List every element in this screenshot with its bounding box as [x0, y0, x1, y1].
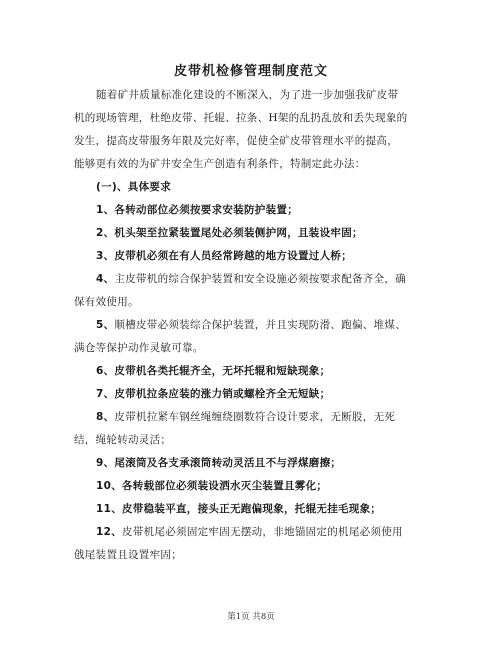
- item-11: 11、皮带稳装平直，接头正无跑偏现象，托辊无挂毛现象；: [96, 503, 382, 515]
- item-6: 6、皮带机各类托辊齐全，无坏托辊和短缺现象；: [96, 365, 331, 377]
- item-4-text: 主皮带机的综合保护装置和安全设施必须按要求配备齐全，确: [114, 273, 407, 285]
- section-heading: (一)、具体要求: [96, 181, 171, 193]
- item-12-number: 12、: [96, 526, 123, 538]
- item-10: 10、各转载部位必须装设洒水灭尘装置且雾化；: [96, 480, 328, 492]
- item-3: 3、皮带机必须在有人员经常跨越的地方设置过人桥；: [96, 250, 353, 262]
- page-footer: 第1页 共8页: [227, 612, 275, 622]
- document-title: 皮带机检修管理制度范文: [173, 64, 328, 79]
- intro-line-4: 能够更有效的为矿井安全生产创造有利条件，特制定此办法：: [74, 158, 366, 170]
- item-8-line-1: [96, 406, 436, 429]
- intro-line-2: 机的现场管理，杜绝皮带、托辊、拉条、H架的乱扔乱放和丢失现象的: [74, 112, 408, 124]
- item-8-text: 皮带机拉紧车钢丝绳缠绕圈数符合设计要求，无断股，无死: [114, 411, 396, 423]
- item-5-text: 顺槽皮带必须装综合保护装置，并且实现防滑、跑偏、堆煤、: [114, 319, 407, 331]
- item-5-number: 5、: [96, 319, 115, 331]
- item-12-text: 皮带机尾必须固定牢固无摆动，非地锚固定的机尾必须使用: [122, 526, 403, 538]
- item-12-line-1: [96, 521, 436, 544]
- intro-line-3: 发生，提高皮带服务年限及完好率，促使全矿皮带管理水平的提高，: [74, 135, 398, 147]
- item-4-line-1: [96, 268, 436, 291]
- intro-line-1: 随着矿井质量标准化建设的不断深入，为了进一步加强我矿皮带: [96, 89, 399, 101]
- item-4-line-2: 保有效使用。: [74, 296, 139, 308]
- item-4-number: 4、: [96, 273, 115, 285]
- item-8-number: 8、: [96, 411, 115, 423]
- item-12-line-2: 戗尾装置且设置牢固；: [74, 549, 182, 561]
- item-5-line-1: [96, 314, 436, 337]
- item-8-line-2: 结，绳轮转动灵活；: [74, 434, 172, 446]
- item-9: 9、尾滚筒及各支承滚筒转动灵活且不与浮煤磨擦；: [96, 457, 342, 469]
- item-5-line-2: 满仓等保护动作灵敏可靠。: [74, 342, 204, 354]
- item-7: 7、皮带机拉条应装的涨力销或螺栓齐全无短缺；: [96, 388, 331, 400]
- item-2: 2、机头架至拉紧装置尾处必须装侧护网，且装设牢固；: [96, 227, 363, 239]
- item-1: 1、各转动部位必须按要求安装防护装置；: [96, 204, 299, 216]
